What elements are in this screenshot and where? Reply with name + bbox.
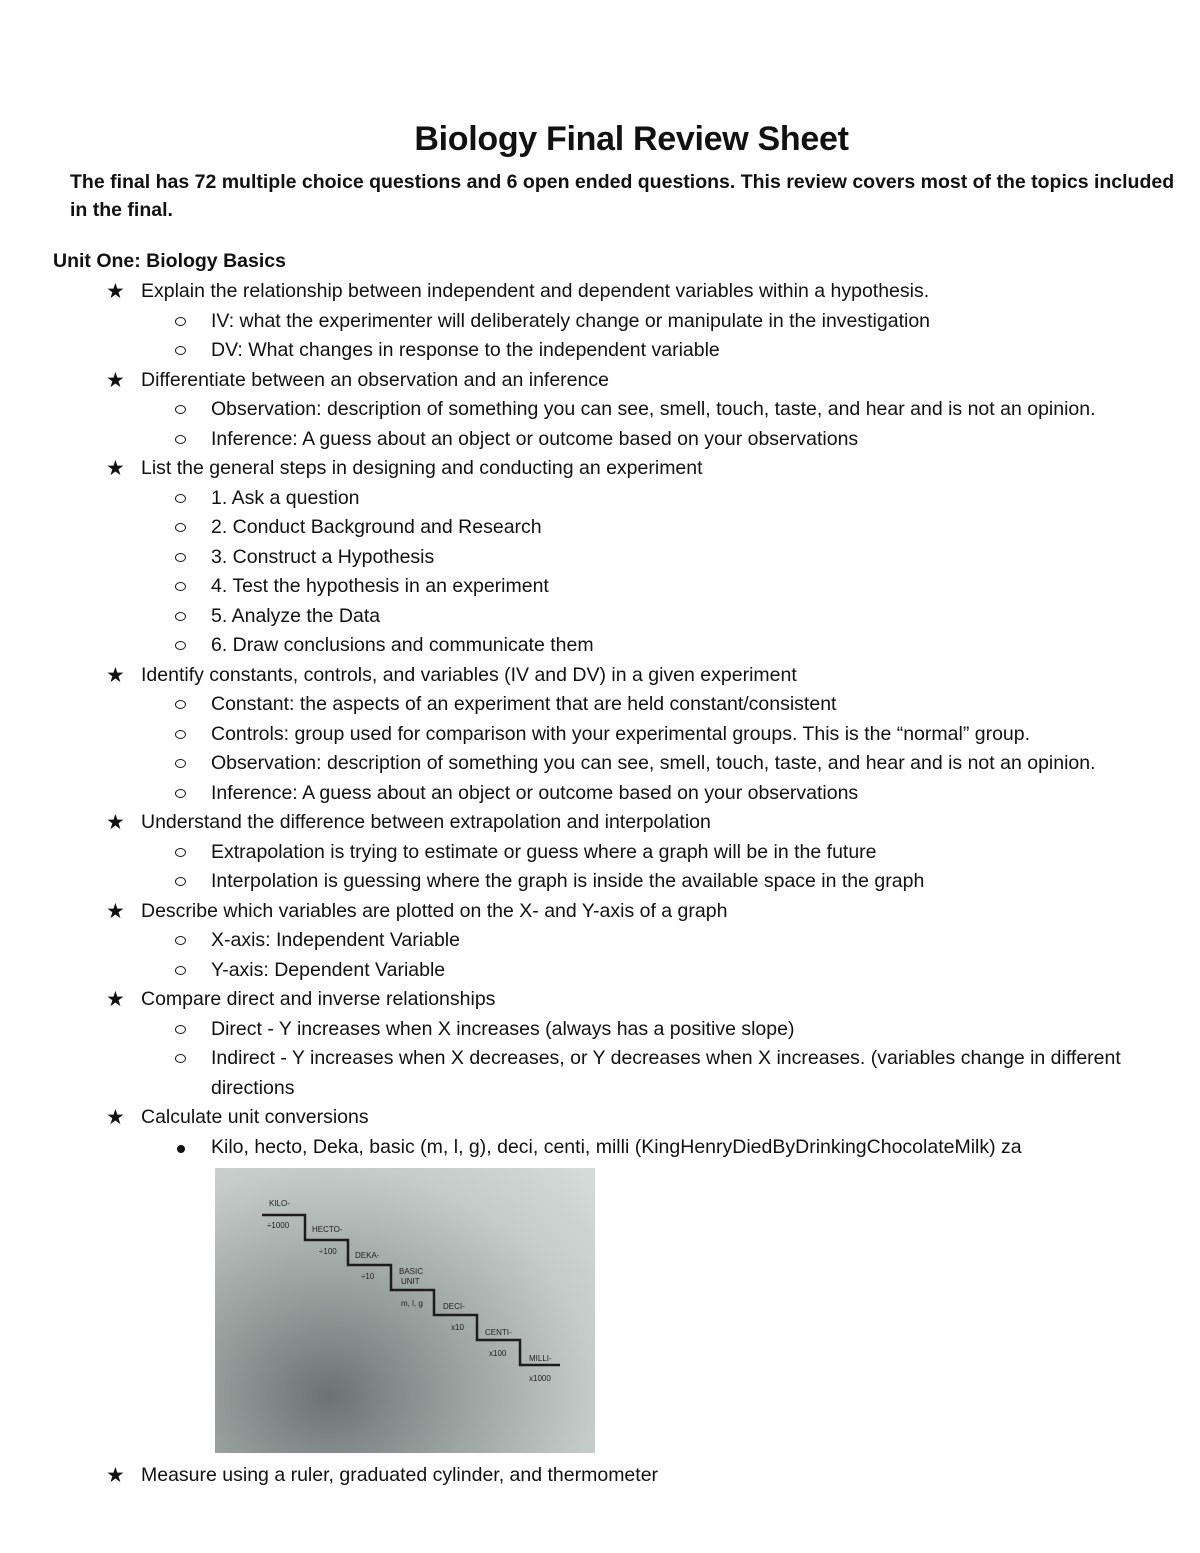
kilo-label: KILO- <box>269 1199 290 1208</box>
topic-item: ★ Describe which variables are plotted on the X- and Y-axis of a graph <box>0 897 1200 927</box>
topic-item: ★ List the general steps in designing and conducting an experiment <box>0 454 1200 484</box>
circle-bullet-icon <box>175 789 186 798</box>
circle-bullet-icon <box>175 553 186 562</box>
milli-op: x1000 <box>529 1374 551 1383</box>
subtopic-item: 4. Test the hypothesis in an experiment <box>0 572 1200 602</box>
topic-item: ★ Compare direct and inverse relationships <box>0 985 1200 1015</box>
star-bullet-icon: ★ <box>106 663 125 687</box>
topic-item: ★ Identify constants, controls, and variables (IV and DV) in a given experiment <box>0 661 1200 691</box>
milli-label: MILLI- <box>529 1354 552 1363</box>
circle-bullet-icon <box>175 612 186 621</box>
subtopic-item: 2. Conduct Background and Research <box>0 513 1200 543</box>
circle-bullet-icon <box>175 936 186 945</box>
page-title: Biology Final Review Sheet <box>414 120 849 158</box>
centi-label: CENTI- <box>485 1328 512 1337</box>
subtopic-item: Inference: A guess about an object or outcome based on your observations <box>0 779 1200 809</box>
subtopic-item: IV: what the experimenter will deliberately change or manipulate in the investigation <box>0 307 1200 337</box>
subtopic-item: Y-axis: Dependent Variable <box>0 956 1200 986</box>
topic-item: ★ Measure using a ruler, graduated cylinder, and thermometer <box>0 1461 1200 1491</box>
star-bullet-icon: ★ <box>106 368 125 392</box>
star-bullet-icon: ★ <box>106 1106 125 1129</box>
topic-outline <box>0 277 1200 1491</box>
star-bullet-icon: ★ <box>106 280 125 303</box>
metric-staircase-diagram <box>215 1168 595 1453</box>
subtopic-item: DV: What changes in response to the independent variable <box>0 336 1200 366</box>
subtopic-item: Controls: group used for comparison with your experimental groups. This is the “normal” group. <box>0 720 1200 750</box>
basic-unit-label: UNIT <box>401 1277 420 1286</box>
circle-bullet-icon <box>175 877 186 886</box>
star-bullet-icon: ★ <box>106 988 125 1011</box>
subtopic-item: Observation: description of something you can see, smell, touch, taste, and hear and is not an opinion. <box>0 749 1200 779</box>
circle-bullet-icon <box>175 523 186 532</box>
topic-item: ★ Calculate unit conversions <box>0 1103 1200 1133</box>
subtopic-item: Kilo, hecto, Deka, basic (m, l, g), deci, centi, milli (KingHenryDiedByDrinkingChocolateMilk) za <box>0 1133 1200 1163</box>
star-bullet-icon: ★ <box>106 1464 125 1487</box>
subtopic-item: 3. Construct a Hypothesis <box>0 543 1200 573</box>
circle-bullet-icon <box>175 494 186 503</box>
circle-bullet-icon <box>175 641 186 650</box>
intro-text: The final has 72 multiple choice questions and 6 open ended questions. This review covers most of the topics included in the final. <box>70 171 1175 221</box>
centi-op: x100 <box>489 1349 507 1358</box>
subtopic-item: Observation: description of something you can see, smell, touch, taste, and hear and is not an opinion. <box>0 395 1200 425</box>
kilo-op: ÷1000 <box>267 1221 290 1230</box>
topic-item: ★ Understand the difference between extrapolation and interpolation <box>0 808 1200 838</box>
dot-bullet-icon <box>177 1145 185 1153</box>
subtopic-item: 6. Draw conclusions and communicate them <box>0 631 1200 661</box>
star-bullet-icon: ★ <box>106 899 125 923</box>
subtopic-item: 5. Analyze the Data <box>0 602 1200 632</box>
topic-item: ★ Explain the relationship between independent and dependent variables within a hypothesis. <box>0 277 1200 307</box>
circle-bullet-icon <box>175 317 186 326</box>
deka-op: ÷10 <box>361 1272 375 1281</box>
circle-bullet-icon <box>175 759 186 768</box>
subtopic-item: Constant: the aspects of an experiment that are held constant/consistent <box>0 690 1200 720</box>
circle-bullet-icon <box>175 1025 186 1034</box>
unit-title: Unit One: Biology Basics <box>53 250 286 272</box>
subtopic-item: 1. Ask a question <box>0 484 1200 514</box>
basic-label: BASIC <box>399 1267 424 1276</box>
circle-bullet-icon <box>175 346 186 355</box>
deka-label: DEKA- <box>355 1251 380 1260</box>
deci-label: DECI- <box>443 1302 465 1311</box>
star-bullet-icon: ★ <box>106 457 125 480</box>
circle-bullet-icon <box>175 435 186 444</box>
circle-bullet-icon <box>175 582 186 591</box>
hecto-op: ÷100 <box>319 1247 337 1256</box>
subtopic-item: Indirect - Y increases when X decreases, or Y decreases when X increases. (variables change in different directions <box>0 1044 1151 1103</box>
circle-bullet-icon <box>175 966 186 975</box>
subtopic-item: Interpolation is guessing where the graph is inside the available space in the graph <box>0 867 1200 897</box>
staircase-line <box>262 1215 560 1365</box>
basic-op: m, l, g <box>401 1299 423 1308</box>
circle-bullet-icon <box>175 848 186 857</box>
subtopic-item: Inference: A guess about an object or outcome based on your observations <box>0 425 1200 455</box>
hecto-label: HECTO- <box>312 1225 343 1234</box>
subtopic-item: Direct - Y increases when X increases (always has a positive slope) <box>0 1015 1200 1045</box>
deci-op: x10 <box>451 1323 464 1332</box>
circle-bullet-icon <box>175 700 186 709</box>
circle-bullet-icon <box>175 405 186 414</box>
topic-item: ★ Differentiate between an observation and an inference <box>0 366 1200 396</box>
star-bullet-icon: ★ <box>106 811 125 834</box>
circle-bullet-icon <box>175 730 186 739</box>
subtopic-item: Extrapolation is trying to estimate or guess where a graph will be in the future <box>0 838 1200 868</box>
metric-staircase-photo <box>215 1168 595 1453</box>
subtopic-item: X-axis: Independent Variable <box>0 926 1200 956</box>
circle-bullet-icon <box>175 1054 186 1063</box>
